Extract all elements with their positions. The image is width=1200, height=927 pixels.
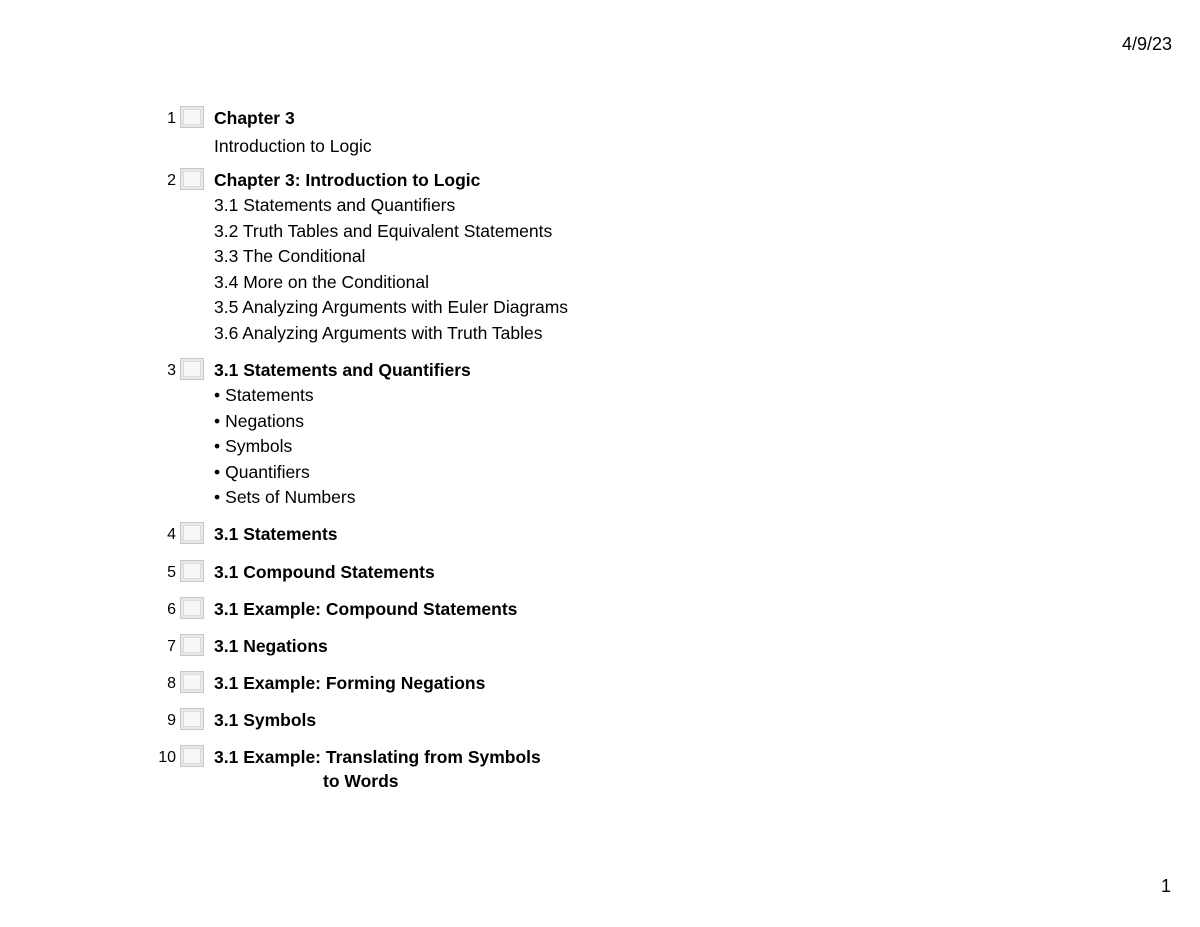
slide-thumbnail-box (180, 634, 204, 656)
slide-title: 3.1 Negations (214, 636, 328, 656)
bullet-glyph: • (214, 487, 221, 507)
slide-title: Chapter 3 (214, 108, 295, 128)
slide-thumbnail-box (180, 597, 204, 619)
slide-number: 1 (167, 110, 176, 127)
slide-thumbnail-box (180, 358, 204, 380)
bullet-item: • Sets of Numbers (214, 487, 356, 507)
slide-number: 9 (167, 712, 176, 729)
slide-number: 3 (167, 362, 176, 379)
slide-title (214, 745, 541, 793)
slide-thumbnail-box (180, 745, 204, 767)
outline-item: 3.6 Analyzing Arguments with Truth Tables (214, 322, 543, 343)
slide-thumbnail-box (180, 671, 204, 693)
page-number: 1 (1160, 876, 1171, 896)
bullet-item: • Statements (214, 385, 314, 405)
outline-item: 3.2 Truth Tables and Equivalent Statements (214, 220, 553, 241)
outline-item: 3.4 More on the Conditional (214, 271, 429, 292)
bullet-glyph: • (214, 436, 221, 456)
slide-number: 10 (158, 749, 176, 766)
slide-number: 2 (167, 172, 176, 189)
slide-thumbnail-box (180, 168, 204, 190)
slide-thumbnail-box (180, 106, 204, 128)
slide-title-line-1: 3.1 Example: Translating from Symbols (214, 747, 541, 767)
slide-title: 3.1 Statements (214, 524, 338, 544)
bullet-item: • Quantifiers (214, 461, 310, 482)
slide-thumbnail-box (180, 522, 204, 544)
bullet-glyph: • (214, 385, 221, 405)
slide-thumbnail-box (180, 560, 204, 582)
outline-item: 3.3 The Conditional (214, 246, 366, 266)
slide-title: 3.1 Symbols (214, 710, 317, 730)
slide-number: 6 (167, 601, 176, 618)
slide-title: 3.1 Statements and Quantifiers (214, 360, 471, 380)
slide-title: Chapter 3: Introduction to Logic (214, 170, 481, 190)
bullet-item: • Symbols (214, 436, 293, 456)
slide-number: 8 (167, 675, 176, 692)
outline-item: 3.1 Statements and Quantifiers (214, 195, 456, 215)
slide-number: 5 (167, 564, 176, 581)
bullet-glyph: • (214, 461, 221, 482)
slide-title: 3.1 Example: Compound Statements (214, 599, 518, 619)
slide-title-line-2: to Words (323, 771, 399, 791)
bullet-glyph: • (214, 410, 221, 431)
outline-item: 3.5 Analyzing Arguments with Euler Diagrams (214, 297, 569, 317)
slide-title: 3.1 Compound Statements (214, 562, 435, 582)
bullet-item: • Negations (214, 410, 304, 431)
slide-number: 4 (167, 526, 176, 543)
slide-subtitle: Introduction to Logic (214, 136, 372, 156)
slide-outline-list (214, 193, 568, 346)
print-date: 4/9/23 (1121, 34, 1172, 54)
slide-bullet-list (214, 383, 355, 511)
slide-number: 7 (167, 638, 176, 655)
slide-title: 3.1 Example: Forming Negations (214, 673, 486, 693)
slide-thumbnail-box (180, 708, 204, 730)
